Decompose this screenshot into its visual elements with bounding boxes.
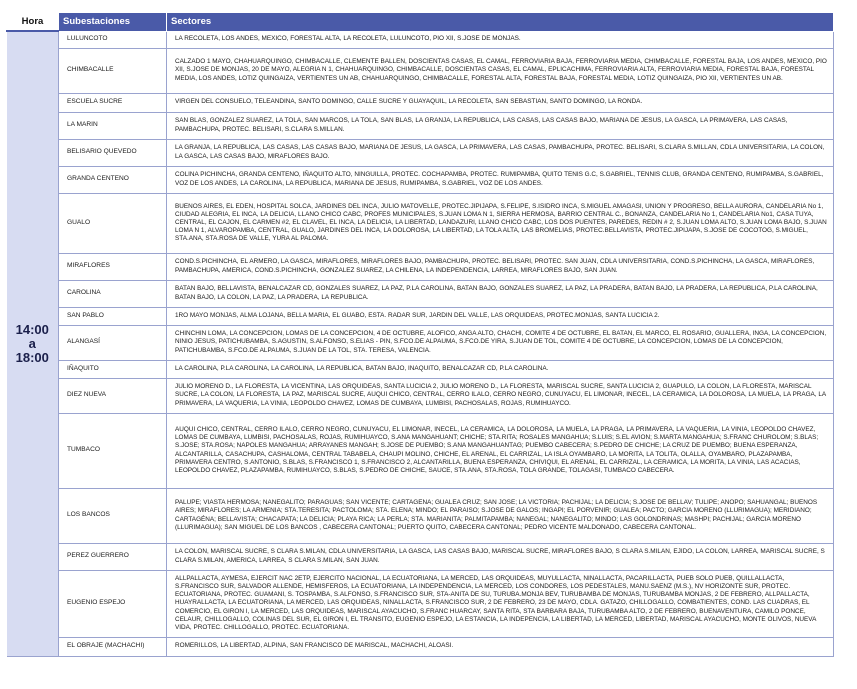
header-sectores: Sectores [167,13,834,32]
table-row [7,93,834,112]
sectors-list: COLINA PICHINCHA, GRANDA CENTENO, IÑAQUITO ALTO, NINGUILLA, PROTEC. COCHAPAMBA, PROTEC. RUMIPAMBA, QUITO TENIS G.C, S.GABRIEL, TENNIS CLUB, GRANDA CENTENO, RUMIPAMBA, S.GABRIEL, VOZ DE LOS ANDES, LA CAROLINA, LA REPUBLICA, MARIANA DE JESUS, RUMIPAMBA, S.GABRIEL, VOZ DE LOS ANDES. [167,166,834,193]
table-row [7,570,834,637]
hora-sep: a [28,335,36,351]
sectors-list: ALLPALLACTA, AYMESA, EJERCIT NAC 2ETP, EJERCITO NACIONAL, LA ECUATORIANA, LA MERCED, LAS ORQUIDEAS, MUYULLACTA, NINALLACTA, PACARILLACTA, PUEB SOLO PUEB, QUILLALLACTA, S.FRANCISCO SUR, SALVADOR ALLENDE, HEMISFEROS, LA ECUATORIANA, LA INDEPENDENCIA, LA MERCED, LOS CONDORES, LOS PEDESTALES, MANU.SAENZ (M.S.), NV HORIZONTE SUR, PROTEC. ECUATORIANA, PROTEC. GUAMANI, S. TOSPAMBA, S.ALFONSO, S.FRANCISCO SUR, STA-ANITA DE SU, TURUBA.MONJA BEV, TURUBAMBA DE MONJAS, TURUBAMBA MONJAS, 2 DE FEBRERO, ALLPALLACTA, HUAYRALLACTA, LA ECUATORIANA, LA MERCED, LAS ORQUIDEAS, NINALLACTA, S.FRANCISCO SUR, 2 DE FEBRERO, 23 DE MAYO, CDLA. GATAZO, CHILLOGALLO, COMBATIENTES, COND. LAS CUADRAS, EL COMERCIO, EL GIRON I, LA MERCED, LAS ORQUIDEAS, MARISCAL AYACUCHO, S.FRANC HUARCAY, SANTA RITA, STA BARBARA BAJA, TURUBAMBA ALTO, 2 DE FEBRERO, BUENAVENTURA, CAMILO PONCE, CELAUR, CHILLOGALLO, COLINAS DEL SUR, EL GIRON I, EL TRANSITO, EUGENIO ESPEJO, LA ESTANCIA, LA INDEPENCIA, LA LIBERTAD, LA MERCED, LIBERTAD, MARISCAL AYACUCHO, MONTE OLIVOS, NUEVA VIDA, PROTEC. CHILLOGALLO, PROTEC. ECUATORIANA. [167,570,834,637]
header-hora: Hora [7,13,59,32]
substation-name: PEREZ GUERRERO [59,543,167,570]
table-row [7,31,834,48]
sectors-list: CHINCHIN LOMA, LA CONCEPCION, LOMAS DE LA CONCEPCION, 4 DE OCTUBRE, ALOFICO, ANGA ALTO, CHACHI, COMITE 4 DE OCTUBRE, EL BATAN, EL MARCO, EL ROSARIO, GUALLERA, INGA, LA CONCEPCION, NINIO JESUS, PATICHUBAMBA, S.AGUSTIN, S.ALFONSO, S.ELIAS - PIN, S.FCO.DE ALPAUMA, S.FCO.DE YIRA, S.JUAN DE TOL, COMITE 4 DE OCTUBRE, LA CONCEPCION, LOMAS DE LA CONCEPCION, PATICHUBAMBA, S.FCO.DE ALPAUMA, S.JUAN DE LA TOL, STA. TERESA, VALENCIA. [167,325,834,360]
sectors-list: LA RECOLETA, LOS ANDES, MEXICO, FORESTAL ALTA, LA RECOLETA, LULUNCOTO, PIO XII, S.JOSE DE MONJAS. [167,31,834,48]
sectors-list: BUENOS AIRES, EL EDEN, HOSPITAL SOLCA, JARDINES DEL INCA, JULIO MATOVELLE, PROTEC.JIPIJAPA, S.FELIPE, S.ISIDRO INCA, S.MIGUEL AMAGASI, UNION Y PROGRESO, BELLA AURORA, CANDELARIA No 1, CIUDAD ALEGRIA, EL INCA, LA DELICIA, LLANO CHICO CABC, PROFES MUNICIPALES, S.JUAN LOMA N 1, SIERRA HERMOSA, BARRIO CENTRAL C., BONANZA, CANDELARIA No 1, CANDELARIA No1, CASA TUYA, CENTRAL, EL CAJON, EL CARMEN #2, EL CLAVEL, EL INCA, LA DELICIA, LA LIBERTAD, LANDAZURI, LLANO CHICO CABC, LOS DOS PUENTES, PAREDES, REDIN # 2, S.JUAN LOMA ALTO, S.JUAN LOMA BAJO, S.JUAN LOMA N 1, ALVAROPAMBA, CENTRAL, GUALO, JARDINES DEL INCA, LA DOLOROSA, LA LIBERTAD, LA TOLA ALTA, LAS BROMELIAS, PROTEC.BELLAVISTA, PROTEC.JIPIJAPA, S.JOSE DE COCOTOG, S.MIGUEL, STA.ANA, STA.ROSA DE VALLE, YURA AL PALOMA. [167,193,834,253]
table-row [7,378,834,413]
substation-name: LOS BANCOS [59,488,167,543]
table-row [7,166,834,193]
sectors-list: AUQUI CHICO, CENTRAL, CERRO ILALO, CERRO NEGRO, CUNUYACU, EL LIMONAR, INECEL, LA CERAMICA, LA DOLOROSA, LA MUELA, LA PRAGA, LA PRIMAVERA, LA VAQUERIA, LA VINIA, LEOPOLDO CHAVEZ, LOMAS DE CUMBAYA, LUMBISI, PACHOSALAS, ROJAS, RUMIHUAYCO, S.ANA MANGAHUANT; CHICHE; STA.RITA; ROSALES MANGAHUA; S.LUIS; S.EL AVION; S.MARTA MANGAHUA; S.FRANC CHUROLOM; S.BLAS; S.JOSE; STA.ROSA; NAPOLES MANGAHUA; ARRAYANES MANGAH; S.JOSE DE PUEMBO; S.ANA MANGAHUANTAG; PUEMBO CABECERA; S.PEDRO DE CHICHE; LA CRUZ DE PUEMBO; BUENA ESPERANZA, ALCANTARILLA, CASACHUPA, CASHALOMA, CENTRAL TABABELA, CHAUPI MOLINO, CHICHE, EL ARENAL, EL CARRIZAL, LA ISLA OYAMBARO, LA MORITA, LA TOLITA, OLALLA, OYAMBARO, PLAZAPAMBA, PRIMAVERA CENTRO, S.ANTONIO, S.BLAS, S.FRANCISCO 1, S.FRANCISCO 2, ALCANTARILLA, BUENA ESPERANZA, CHIVIQUI, EL ARENAL, EL CARRIZAL, LA CERAMICA, LA MORITA, LA VINIA, LAS ACACIAS, LEOPOLDO CHAVEZ, PLAZAPAMBA, RUMIHUAYCO, S.BLAS, S.PEDRO DE CHICHE, SAUCE, STA.ANA, STA.ROSA, TOLA GRANDE, TOLAGASI, TUMBACO CABECERA. [167,413,834,488]
sectors-list: PALUPE; VIASTA HERMOSA; NANEGALITO; PARAGUAS; SAN VICENTE; CARTAGENA; GUALEA CRUZ; SAN JOSE; LA VICTORIA; PACHIJAL; LA DELICIA; S.JOSE DE BELLAV; TULIPE; ANOPO; SAHUANGAL; BUENOS AIRES; MIRAFLORES; LA ARMENIA; STA.TERESITA; PACTOLOMA; STA. ELENA; MINDO; EL PARAISO; S.JOSE DE GALOS; INGAPI; EL PORVENIR; GUALEA; PACTO; GARCIA MORENO (LLURIMAGUA); MERIDIANO; CARTAGÉNA; BELLAVISTA; CHACAPATA; LA DELICIA; PLAYA RICA; LA PERLA; STA. MARIANITA; PALMITAPAMBA; NANEGAL; NANEGALITO; MINDO; LAS GOLONDRINAS; MASHPI; PACHIJAL; GARCIA MORENO (LLURIMAGUA); SAN MIGUEL DE LOS BANCOS , CABECERA CANTONAL; PUERTO QUITO, CABECERA CANTONAL; PEDRO VICENTE MALDONADO, CABECERA CANTONAL. [167,488,834,543]
hora-end: 18:00 [15,349,49,365]
substation-name: BELISARIO QUEVEDO [59,139,167,166]
substation-name: CAROLINA [59,280,167,307]
substation-name: GRANDA CENTENO [59,166,167,193]
outage-schedule [6,12,833,657]
substation-name: IÑAQUITO [59,360,167,378]
header-subestaciones: Subestaciones [59,13,167,32]
sectors-list: LA CAROLINA, P.LA CAROLINA, LA CAROLINA, LA REPUBLICA, BATAN BAJO, INAQUITO, BENALCAZAR CD, P.LA CAROLINA. [167,360,834,378]
table-row [7,543,834,570]
substation-name: ALANGASÍ [59,325,167,360]
table-row [7,637,834,656]
table-header-row [7,13,834,32]
sectors-list: 1RO MAYO MONJAS, ALMA LOJANA, BELLA MARIA, EL GUABO, ESTA. RADAR SUR, JARDIN DEL VALLE, LAS ORQUIDEAS, PROTEC.MONJAS, SANTA LUCICIA 2. [167,307,834,325]
substation-name: ESCUELA SUCRE [59,93,167,112]
table-row [7,193,834,253]
table-row [7,413,834,488]
sectors-list: LA COLON, MARISCAL SUCRE, S CLARA S.MILAN, CDLA UNIVERSITARIA, LA GASCA, LAS CASAS BAJO, MARISCAL SUCRE, MIRAFLORES BAJO, S CLARA S.MILAN, EJIDO, LA COLON, LARREA, MARISCAL SUCRE, S CLARA S.MILAN, AMERICA, LARREA, S CLARA S.MILAN, SAN JUAN. [167,543,834,570]
hora-start: 14:00 [15,321,49,337]
table-row [7,307,834,325]
substation-name: DIEZ NUEVA [59,378,167,413]
substation-name: CHIMBACALLE [59,48,167,93]
table-row [7,325,834,360]
sectors-list: VIRGEN DEL CONSUELO, TELEANDINA, SANTO DOMINGO, CALLE SUCRE Y GUAYAQUIL, LA RECOLETA, SAN SEBASTIAN, SANTO DOMINGO, LA RONDA. [167,93,834,112]
table-row [7,280,834,307]
substation-name: TUMBACO [59,413,167,488]
sectors-list: ROMERILLOS, LA LIBERTAD, ALPINA, SAN FRANCISCO DE MARISCAL, MACHACHI, ALOASI. [167,637,834,656]
table-body [7,31,834,656]
hora-cell [7,31,59,656]
table-row [7,360,834,378]
sectors-list: CALZADO 1 MAYO, CHAHUARQUINGO, CHIMBACALLE, CLEMENTE BALLEN, DOSCIENTAS CASAS, EL CAMAL, FERROVIARIA BAJA, FERROVIARIA MEDIA, CHIMBACALLE, FORESTAL BAJA, LOS ANDES, MEXICO, PIO XII, S.JOSE DE MONJAS, 20 DE MAYO, ALEGRIA N 1, CHAHUARQUINGO, CHIMBACALLE, DOSCIENTAS CASAS, EL CAMAL, EPLICACHIMA, FERROVIARIA ALTA, FERROVIARIA MEDIA, FORESTAL BAJA, FORESTAL MEDIA, LOS ANDES, LOTIZ QUINGAIZA, VERTIENTES UN AB, CHAHUARQUINGO, CHIMBACALLE, FORESTAL ALTA, FORESTAL BAJA, FORESTAL MEDIA, LOTIZ QUINGAIZA, PIO XII, VERTIENTES UN AB. [167,48,834,93]
substation-name: GUALO [59,193,167,253]
substation-name: EUGENIO ESPEJO [59,570,167,637]
substation-name: MIRAFLORES [59,253,167,280]
table-row [7,48,834,93]
sectors-list: JULIO MORENO D., LA FLORESTA, LA VICENTINA, LAS ORQUIDEAS, SANTA LUCICIA 2, JULIO MORENO D., LA FLORESTA, MARISCAL SUCRE, SANTA LUCICIA 2, GUAPULO, LA COLON, LA FLORESTA, MARISCAL SUCRE, LA COLON, LA FLORESTA, LA PAZ, MARISCAL SUCRE, AUQUI CHICO, CENTRAL, CERRO ILALO, CERRO NEGRO, CUNUYACU, EL LIMONAR, INECEL, LA CERAMICA, LA DOLOROSA, LA MUELA, LA PRAGA, LA PRIMAVERA, LA VAQUERIA, LA VINIA, LEOPOLDO CHAVEZ, LOMAS DE CUMBAYA, LUMBISI, PACHOSALAS, ROJAS, RUMIHUAYCO. [167,378,834,413]
sectors-list: LA GRANJA, LA REPUBLICA, LAS CASAS, LAS CASAS BAJO, MARIANA DE JESUS, LA GASCA, LA PRIMAVERA, LAS CASAS, PAMBACHUPA, PROTEC. BELISARI, S.CLARA S.MILLAN, CDLA UNIVERSITARIA, LA COLON, LA GASCA, LAS CASAS BAJO, MIRAFLORES BAJO. [167,139,834,166]
table-row [7,112,834,139]
substation-name: LULUNCOTO [59,31,167,48]
sectors-list: SAN BLAS, GONZALEZ SUAREZ, LA TOLA, SAN MARCOS, LA TOLA, SAN BLAS, LA GRANJA, LA REPUBLICA, LAS CASAS, LAS CASAS BAJO, MARIANA DE JESUS, LA GASCA, LA PRIMAVERA, LAS CASAS, PAMBACHUPA, PROTEC. BELISARI, S.CLARA S.MILLAN. [167,112,834,139]
substation-name: EL OBRAJE (MACHACHI) [59,637,167,656]
schedule-table [6,12,834,657]
table-row [7,139,834,166]
substation-name: SAN PABLO [59,307,167,325]
table-row [7,488,834,543]
sectors-list: COND.S.PICHINCHA, EL ARMERO, LA GASCA, MIRAFLORES, MIRAFLORES BAJO, PAMBACHUPA, PROTEC. BELISARI, PROTEC. SAN JUAN, CDLA UNIVERSITARIA, COND.S.PICHINCHA, LA GASCA, MIRAFLORES, PAMBACHUPA, AMERICA, COND.S.PICHINCHA, GONZALEZ SUAREZ, LA CHILENA, LA INDEPENDENCIA, LARREA, MIRAFLORES BAJO, SAN JUAN. [167,253,834,280]
table-row [7,253,834,280]
substation-name: LA MARIN [59,112,167,139]
sectors-list: BATAN BAJO, BELLAVISTA, BENALCAZAR CD, GONZALES SUAREZ, LA PAZ, P.LA CAROLINA, BATAN BAJO, GONZALES SUAREZ, LA PAZ, LA PRADERA, BATAN BAJO, LA PRADERA, LA REPUBLICA, P.LA CAROLINA, BATAN BAJO, LA COLON, LA PAZ, LA PRADERA, LA REPUBLICA. [167,280,834,307]
